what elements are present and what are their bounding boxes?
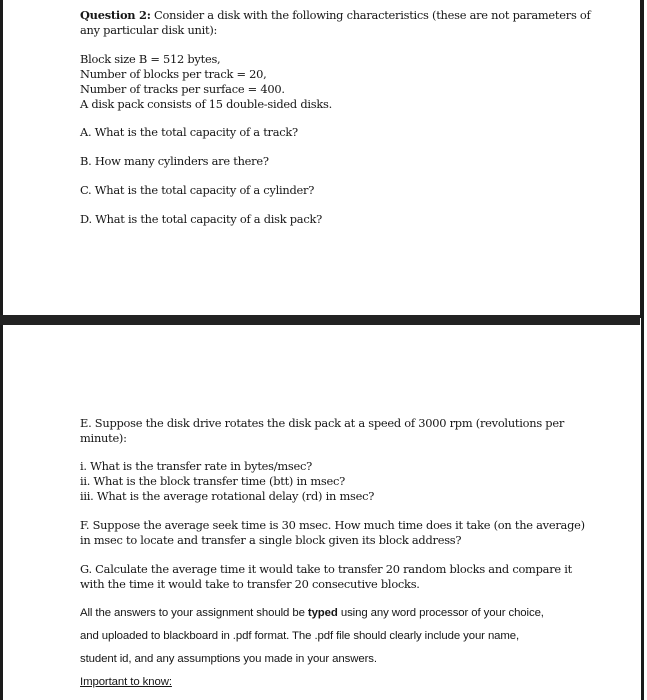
- part-f-line1: F. Suppose the average seek time is 30 msec. How much time does it take (on the average): [80, 518, 585, 532]
- part-d: D. What is the total capacity of a disk pack?: [80, 212, 322, 226]
- part-e-line2: minute):: [80, 431, 127, 445]
- part-e-line1: E. Suppose the disk drive rotates the disk pack at a speed of 3000 rpm (revolutions per: [80, 416, 565, 430]
- part-g-line2: with the time it would take to transfer 20 consecutive blocks.: [80, 577, 420, 591]
- part-c: C. What is the total capacity of a cylinder?: [80, 183, 315, 197]
- important-heading: Important to know:: [80, 676, 172, 688]
- question-heading: [80, 8, 590, 22]
- part-f-line2: in msec to locate and transfer a single block given its block address?: [80, 533, 462, 547]
- instructions-line2: and uploaded to blackboard in .pdf format. The .pdf file should clearly include your name,: [80, 630, 520, 642]
- instructions-line1-post: using any word processor of your choice,: [337, 607, 544, 619]
- page-left-border: [0, 0, 3, 700]
- instructions-typed: typed: [307, 607, 338, 619]
- part-b: B. How many cylinders are there?: [80, 154, 269, 168]
- part-e-sub-ii: ii. What is the block transfer time (btt) in msec?: [80, 474, 345, 488]
- part-a: A. What is the total capacity of a track?: [80, 125, 298, 139]
- part-e-sub-i: i. What is the transfer rate in bytes/msec?: [80, 459, 312, 473]
- param-tracks-per-surface: Number of tracks per surface = 400.: [80, 82, 285, 96]
- param-disk-pack: A disk pack consists of 15 double-sided disks.: [80, 97, 332, 111]
- param-blocks-per-track: Number of blocks per track = 20,: [80, 67, 267, 81]
- param-block-size: Block size B = 512 bytes,: [80, 52, 221, 66]
- question-heading-line2: any particular disk unit):: [80, 23, 218, 37]
- instructions-line3: student id, and any assumptions you made in your answers.: [80, 653, 377, 665]
- instructions-line1-pre: All the answers to your assignment should be: [80, 607, 308, 619]
- question-label: Question 2:: [80, 8, 151, 22]
- instructions-line1: [80, 607, 544, 619]
- question-heading-text: Consider a disk with the following characteristics (these are not parameters of: [150, 8, 591, 22]
- page-right-border-bottom: [641, 318, 644, 700]
- part-e-sub-iii: iii. What is the average rotational delay (rd) in msec?: [80, 489, 375, 503]
- page-break-divider: [0, 315, 640, 325]
- page-right-border-top: [640, 0, 644, 318]
- part-g-line1: G. Calculate the average time it would take to transfer 20 random blocks and compare it: [80, 562, 572, 576]
